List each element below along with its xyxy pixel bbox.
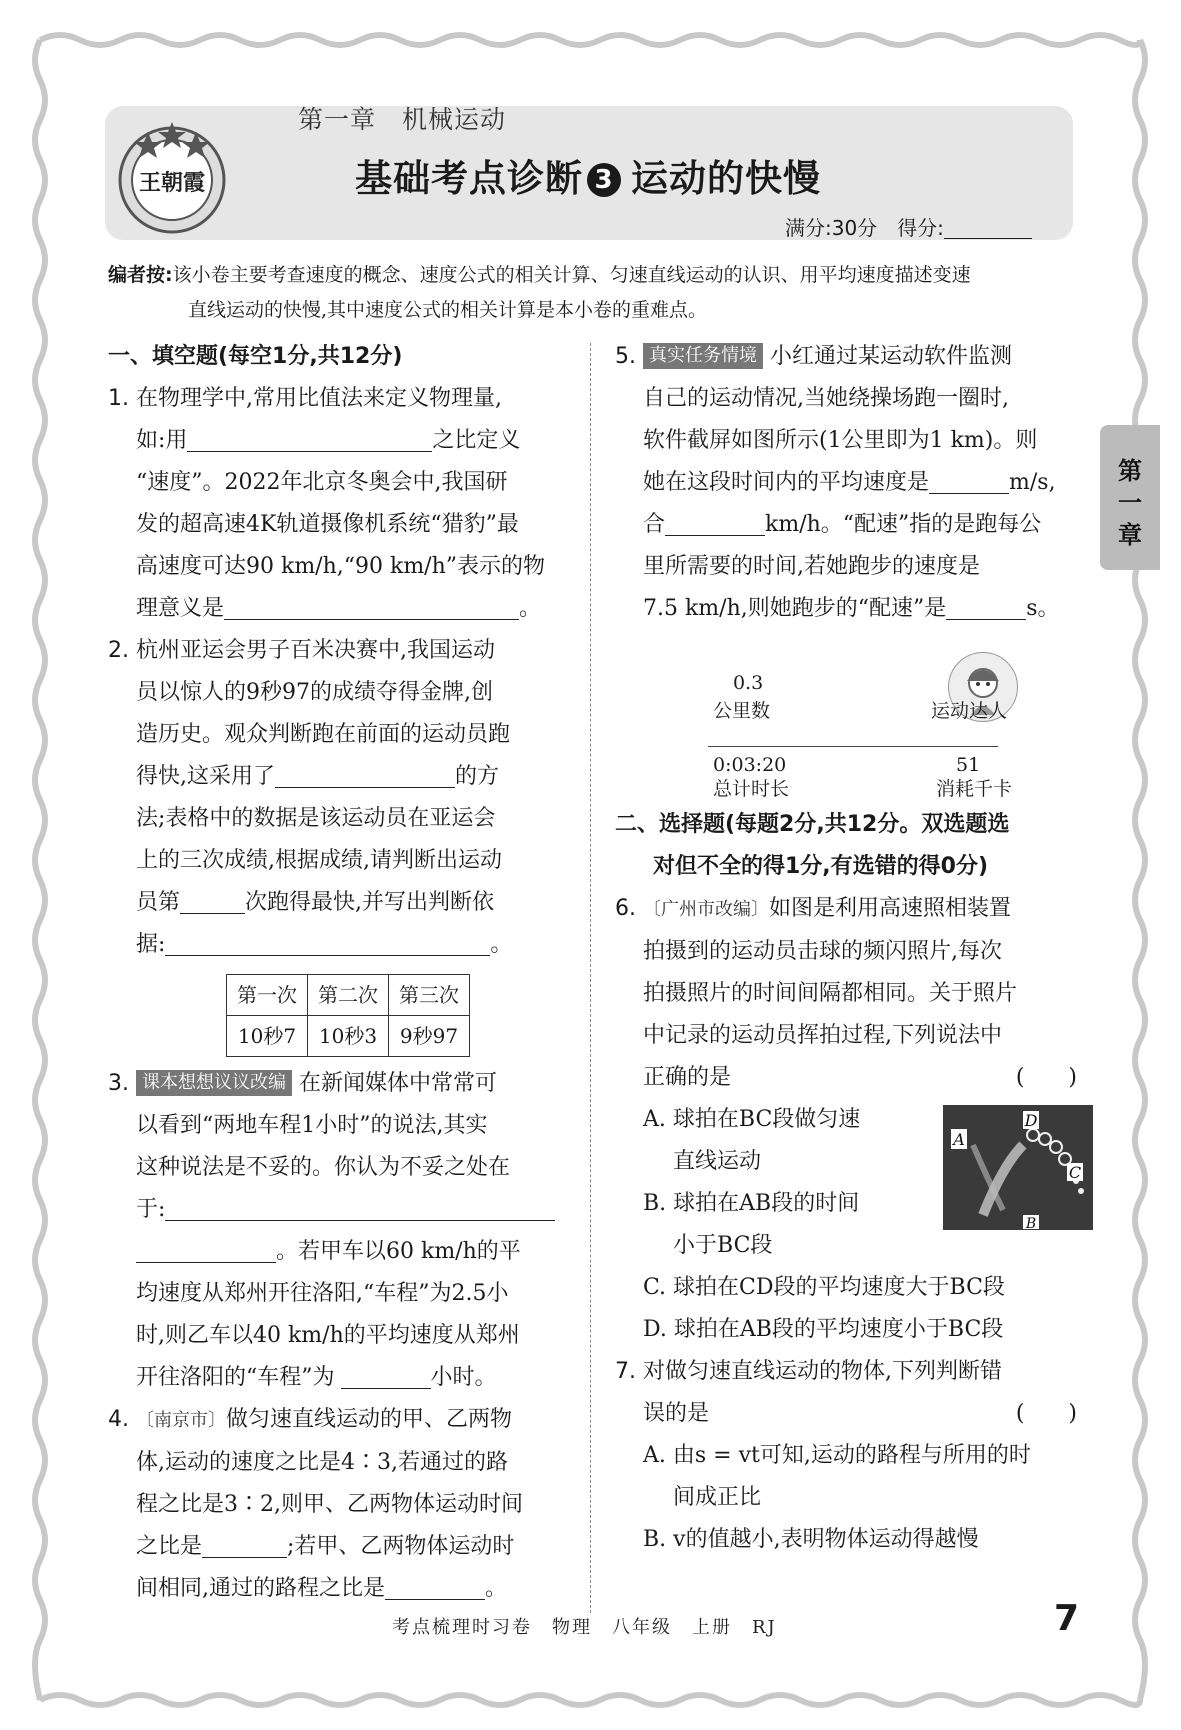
q2-line: 杭州亚运会男子百米决赛中,我国运动 [136, 638, 495, 663]
q2-text: 据: [136, 932, 166, 957]
time-label: 总计时长 [713, 778, 790, 800]
question-number: 5. [615, 344, 636, 369]
q6-source: 〔广州市改编〕 [643, 899, 769, 920]
q2-text: 的方 [455, 764, 500, 789]
q2-line [136, 756, 573, 798]
table-header-cell: 第一次 [227, 975, 308, 1016]
q7-line [643, 1393, 1077, 1435]
q2-line: 造历史。观众判断跑在前面的运动员跑 [136, 722, 511, 747]
running-app-card [643, 642, 1077, 800]
question-number: 1. [108, 386, 129, 411]
q3-text: 于: [136, 1197, 166, 1222]
q1-text: 理意义是 [136, 596, 225, 621]
strobe-photo [943, 1105, 1093, 1230]
question-number: 3. [108, 1071, 129, 1096]
question-3 [108, 1063, 573, 1399]
q5-blank-3[interactable] [946, 597, 1026, 620]
q7-line: 对做匀速直线运动的物体,下列判断错 [643, 1359, 1002, 1384]
q5-line [643, 504, 1077, 546]
question-number: 4. [108, 1407, 129, 1432]
q6-option-a[interactable]: A. 球拍在BC段做匀速 [643, 1107, 861, 1132]
q2-blank-1[interactable] [275, 765, 455, 788]
q4-text: 之比是 [136, 1534, 203, 1559]
q3-text: 。若甲车以60 km/h的平 [276, 1239, 521, 1264]
q3-line: 以看到“两地车程1小时”的说法,其实 [136, 1113, 488, 1138]
q3-line: 均速度从郑州开往洛阳,“车程”为2.5小 [136, 1281, 509, 1306]
editor-note-line1: 该小卷主要考查速度的概念、速度公式的相关计算、匀速直线运动的认识、用平均速度描述变速 [172, 264, 971, 286]
calorie-value: 51 [956, 754, 981, 776]
q1-blank-1[interactable] [187, 429, 432, 452]
side-tab-char: 第 [1118, 457, 1142, 485]
question-2 [108, 630, 573, 1057]
q5-text: s。 [1026, 596, 1060, 621]
q5-blank-1[interactable] [929, 471, 1009, 494]
q3-line: 时,则乙车以40 km/h的平均速度从郑州 [136, 1323, 520, 1348]
q7-answer-bracket[interactable]: ( ) [1015, 1401, 1077, 1426]
q6-option-b[interactable]: B. 球拍在AB段的时间 [643, 1191, 860, 1216]
q1-line: 高速度可达90 km/h,“90 km/h”表示的物 [136, 554, 546, 579]
q5-line [643, 336, 1077, 378]
calorie-label: 消耗千卡 [936, 778, 1013, 800]
q5-text: 合 [643, 512, 666, 537]
table-cell: 10秒3 [308, 1016, 389, 1057]
section2-title-line1: 二、选择题(每题2分,共12分。双选题选 [615, 812, 1010, 837]
time-value: 0:03:20 [713, 754, 787, 776]
editor-note [108, 258, 1078, 328]
q6-answer-bracket[interactable]: ( ) [1015, 1065, 1077, 1090]
column-divider [590, 343, 591, 1613]
photo-label-c: C [1068, 1163, 1082, 1182]
q1-line [136, 420, 573, 462]
side-tab-char: 一 [1118, 489, 1142, 517]
q6-option-c[interactable]: C. 球拍在CD段的平均速度大于BC段 [643, 1275, 1005, 1300]
q1-line: 发的超高速4K轨道摄像机系统“猎豹”最 [136, 512, 519, 537]
q5-line: 软件截屏如图所示(1公里即为1 km)。则 [643, 428, 1038, 453]
distance-label: 公里数 [713, 700, 771, 722]
table-cell: 10秒7 [227, 1016, 308, 1057]
q3-line: 这种说法是不妥的。你认为不妥之处在 [136, 1155, 511, 1180]
score-line [785, 212, 1032, 241]
q2-blank-2[interactable] [180, 891, 245, 914]
q6-line: 拍摄到的运动员击球的频闪照片,每次 [643, 939, 1002, 964]
left-column [108, 336, 573, 1610]
photo-label-d: D [1024, 1111, 1038, 1130]
table-cell: 9秒97 [389, 1016, 470, 1057]
section1-title: 一、填空题(每空1分,共12分) [108, 344, 403, 369]
q6-line: 中记录的运动员挥拍过程,下列说法中 [643, 1023, 1002, 1048]
page-title [355, 148, 821, 202]
table-row [227, 1016, 470, 1057]
q7-text: 误的是 [643, 1401, 710, 1426]
chapter-label: 第一章 机械运动 [298, 105, 507, 134]
q1-text: 。 [519, 596, 542, 621]
footer-text: 考点梳理时习卷 物理 八年级 上册 RJ [392, 1617, 777, 1638]
q6-line [643, 1057, 1077, 1099]
q6-option-d[interactable]: D. 球拍在AB段的平均速度小于BC段 [643, 1317, 1004, 1342]
q4-source: 〔南京市〕 [136, 1410, 226, 1431]
score-blank[interactable] [944, 218, 1032, 239]
q4-line [136, 1568, 573, 1610]
side-tab-char: 章 [1118, 521, 1142, 549]
q2-line [136, 924, 573, 966]
distance-value: 0.3 [733, 672, 764, 694]
title-number-badge: 3 [587, 163, 621, 197]
q6-line [643, 888, 1077, 931]
q6-option-a-cont: 直线运动 [673, 1149, 762, 1174]
q4-text: 。 [485, 1576, 508, 1601]
q3-line [136, 1189, 573, 1231]
q3-line [136, 1063, 573, 1105]
title-suffix: 运动的快慢 [631, 157, 821, 200]
score-label: 满分:30分 得分: [785, 216, 944, 240]
user-label: 运动达人 [931, 700, 1008, 722]
q3-blank-1-cont[interactable] [136, 1240, 276, 1263]
q3-text: 小时。 [430, 1365, 497, 1390]
q7-option-b[interactable]: B. v的值越小,表明物体运动得越慢 [643, 1527, 979, 1552]
editor-note-label: 编者按: [108, 264, 173, 286]
question-number: 7. [615, 1359, 636, 1384]
q2-text: 员第 [136, 890, 181, 915]
q2-line [136, 882, 573, 924]
q6-text: 正确的是 [643, 1065, 732, 1090]
question-number: 6. [615, 896, 636, 921]
section2-title-line2: 对但不全的得1分,有选错的得0分) [653, 854, 989, 879]
q4-text: 间相同,通过的路程之比是 [136, 1576, 385, 1601]
q4-text: ;若甲、乙两物体运动时 [287, 1534, 515, 1559]
publisher-emblem [108, 112, 236, 240]
q4-text: 做匀速直线运动的甲、乙两物 [226, 1407, 513, 1432]
q2-text: 次跑得最快,并写出判断依 [245, 890, 495, 915]
q1-text: 之比定义 [432, 428, 521, 453]
q4-blank-1[interactable] [202, 1535, 287, 1558]
q6-options [643, 1099, 1082, 1351]
q2-text: 得快,这采用了 [136, 764, 275, 789]
q5-blank-2[interactable] [665, 513, 765, 536]
right-column [615, 336, 1082, 1561]
q3-source-tag: 课本想想议议改编 [136, 1070, 292, 1096]
q3-text: 在新闻媒体中常常可 [299, 1071, 498, 1096]
photo-label-b: B [1025, 1216, 1037, 1230]
question-1 [108, 378, 573, 630]
q5-text: 她在这段时间内的平均速度是 [643, 470, 930, 495]
frame-border [40, 35, 1140, 45]
q6-line: 拍摄照片的时间间隔都相同。关于照片 [643, 981, 1018, 1006]
q5-text: km/h。“配速”指的是跑每公 [765, 512, 1042, 537]
table-header-row [227, 975, 470, 1016]
q2-line: 法;表格中的数据是该运动员在亚运会 [136, 806, 496, 831]
photo-label-a: A [953, 1130, 965, 1149]
q3-line [136, 1357, 573, 1399]
q3-text: 开往洛阳的“车程”为 [136, 1365, 335, 1390]
q5-line [643, 588, 1077, 630]
q1-line: 在物理学中,常用比值法来定义物理量, [136, 386, 502, 411]
q5-text: 小红通过某运动软件监测 [770, 344, 1013, 369]
q4-blank-2[interactable] [385, 1577, 485, 1600]
q1-text: 如:用 [136, 428, 188, 453]
q2-line: 员以惊人的9秒97的成绩夺得金牌,创 [136, 680, 493, 705]
table-header-cell: 第二次 [308, 975, 389, 1016]
q4-line [136, 1526, 573, 1568]
scores-table [226, 974, 470, 1057]
q2-line: 上的三次成绩,根据成绩,请判断出运动 [136, 848, 502, 873]
q1-line [136, 588, 573, 630]
q3-blank-2[interactable] [341, 1366, 431, 1389]
q6-text: 如图是利用高速照相装置 [769, 896, 1012, 921]
question-number: 2. [108, 638, 129, 663]
card-divider [708, 746, 998, 747]
q5-text: 7.5 km/h,则她跑步的“配速”是 [643, 596, 947, 621]
title-prefix: 基础考点诊断 [355, 157, 583, 200]
q4-line: 体,运动的速度之比是4∶3,若通过的路 [136, 1450, 508, 1475]
q5-line: 自己的运动情况,当她绕操场跑一圈时, [643, 386, 1009, 411]
q5-text: m/s, [1009, 470, 1056, 495]
question-5 [615, 336, 1077, 800]
question-4 [108, 1399, 573, 1610]
chapter-side-tab [1100, 425, 1160, 570]
q1-blank-2[interactable] [224, 597, 519, 620]
emblem-text: 王朝霞 [138, 170, 206, 196]
q5-line [643, 462, 1077, 504]
table-header-cell: 第三次 [389, 975, 470, 1016]
question-7 [615, 1351, 1077, 1561]
q3-line [136, 1231, 573, 1273]
page-number: 7 [1054, 1598, 1080, 1639]
question-6 [615, 888, 1082, 1351]
section2-header [615, 804, 1077, 888]
q3-blank-1[interactable] [165, 1198, 555, 1221]
q5-line: 里所需要的时间,若她跑步的速度是 [643, 554, 980, 579]
q4-line: 程之比是3∶2,则甲、乙两物体运动时间 [136, 1492, 523, 1517]
q1-line: “速度”。2022年北京冬奥会中,我国研 [136, 470, 508, 495]
q2-blank-3[interactable] [165, 933, 490, 956]
q7-option-a[interactable]: A. 由s = vt可知,运动的路程与所用的时 [643, 1443, 1031, 1468]
q6-option-b-cont: 小于BC段 [673, 1233, 773, 1258]
q2-text: 。 [490, 932, 513, 957]
editor-note-line2: 直线运动的快慢,其中速度公式的相关计算是本小卷的重难点。 [188, 299, 708, 321]
q4-line [136, 1399, 573, 1442]
q7-option-a-cont: 间成正比 [673, 1485, 762, 1510]
q5-source-tag: 真实任务情境 [643, 343, 763, 369]
